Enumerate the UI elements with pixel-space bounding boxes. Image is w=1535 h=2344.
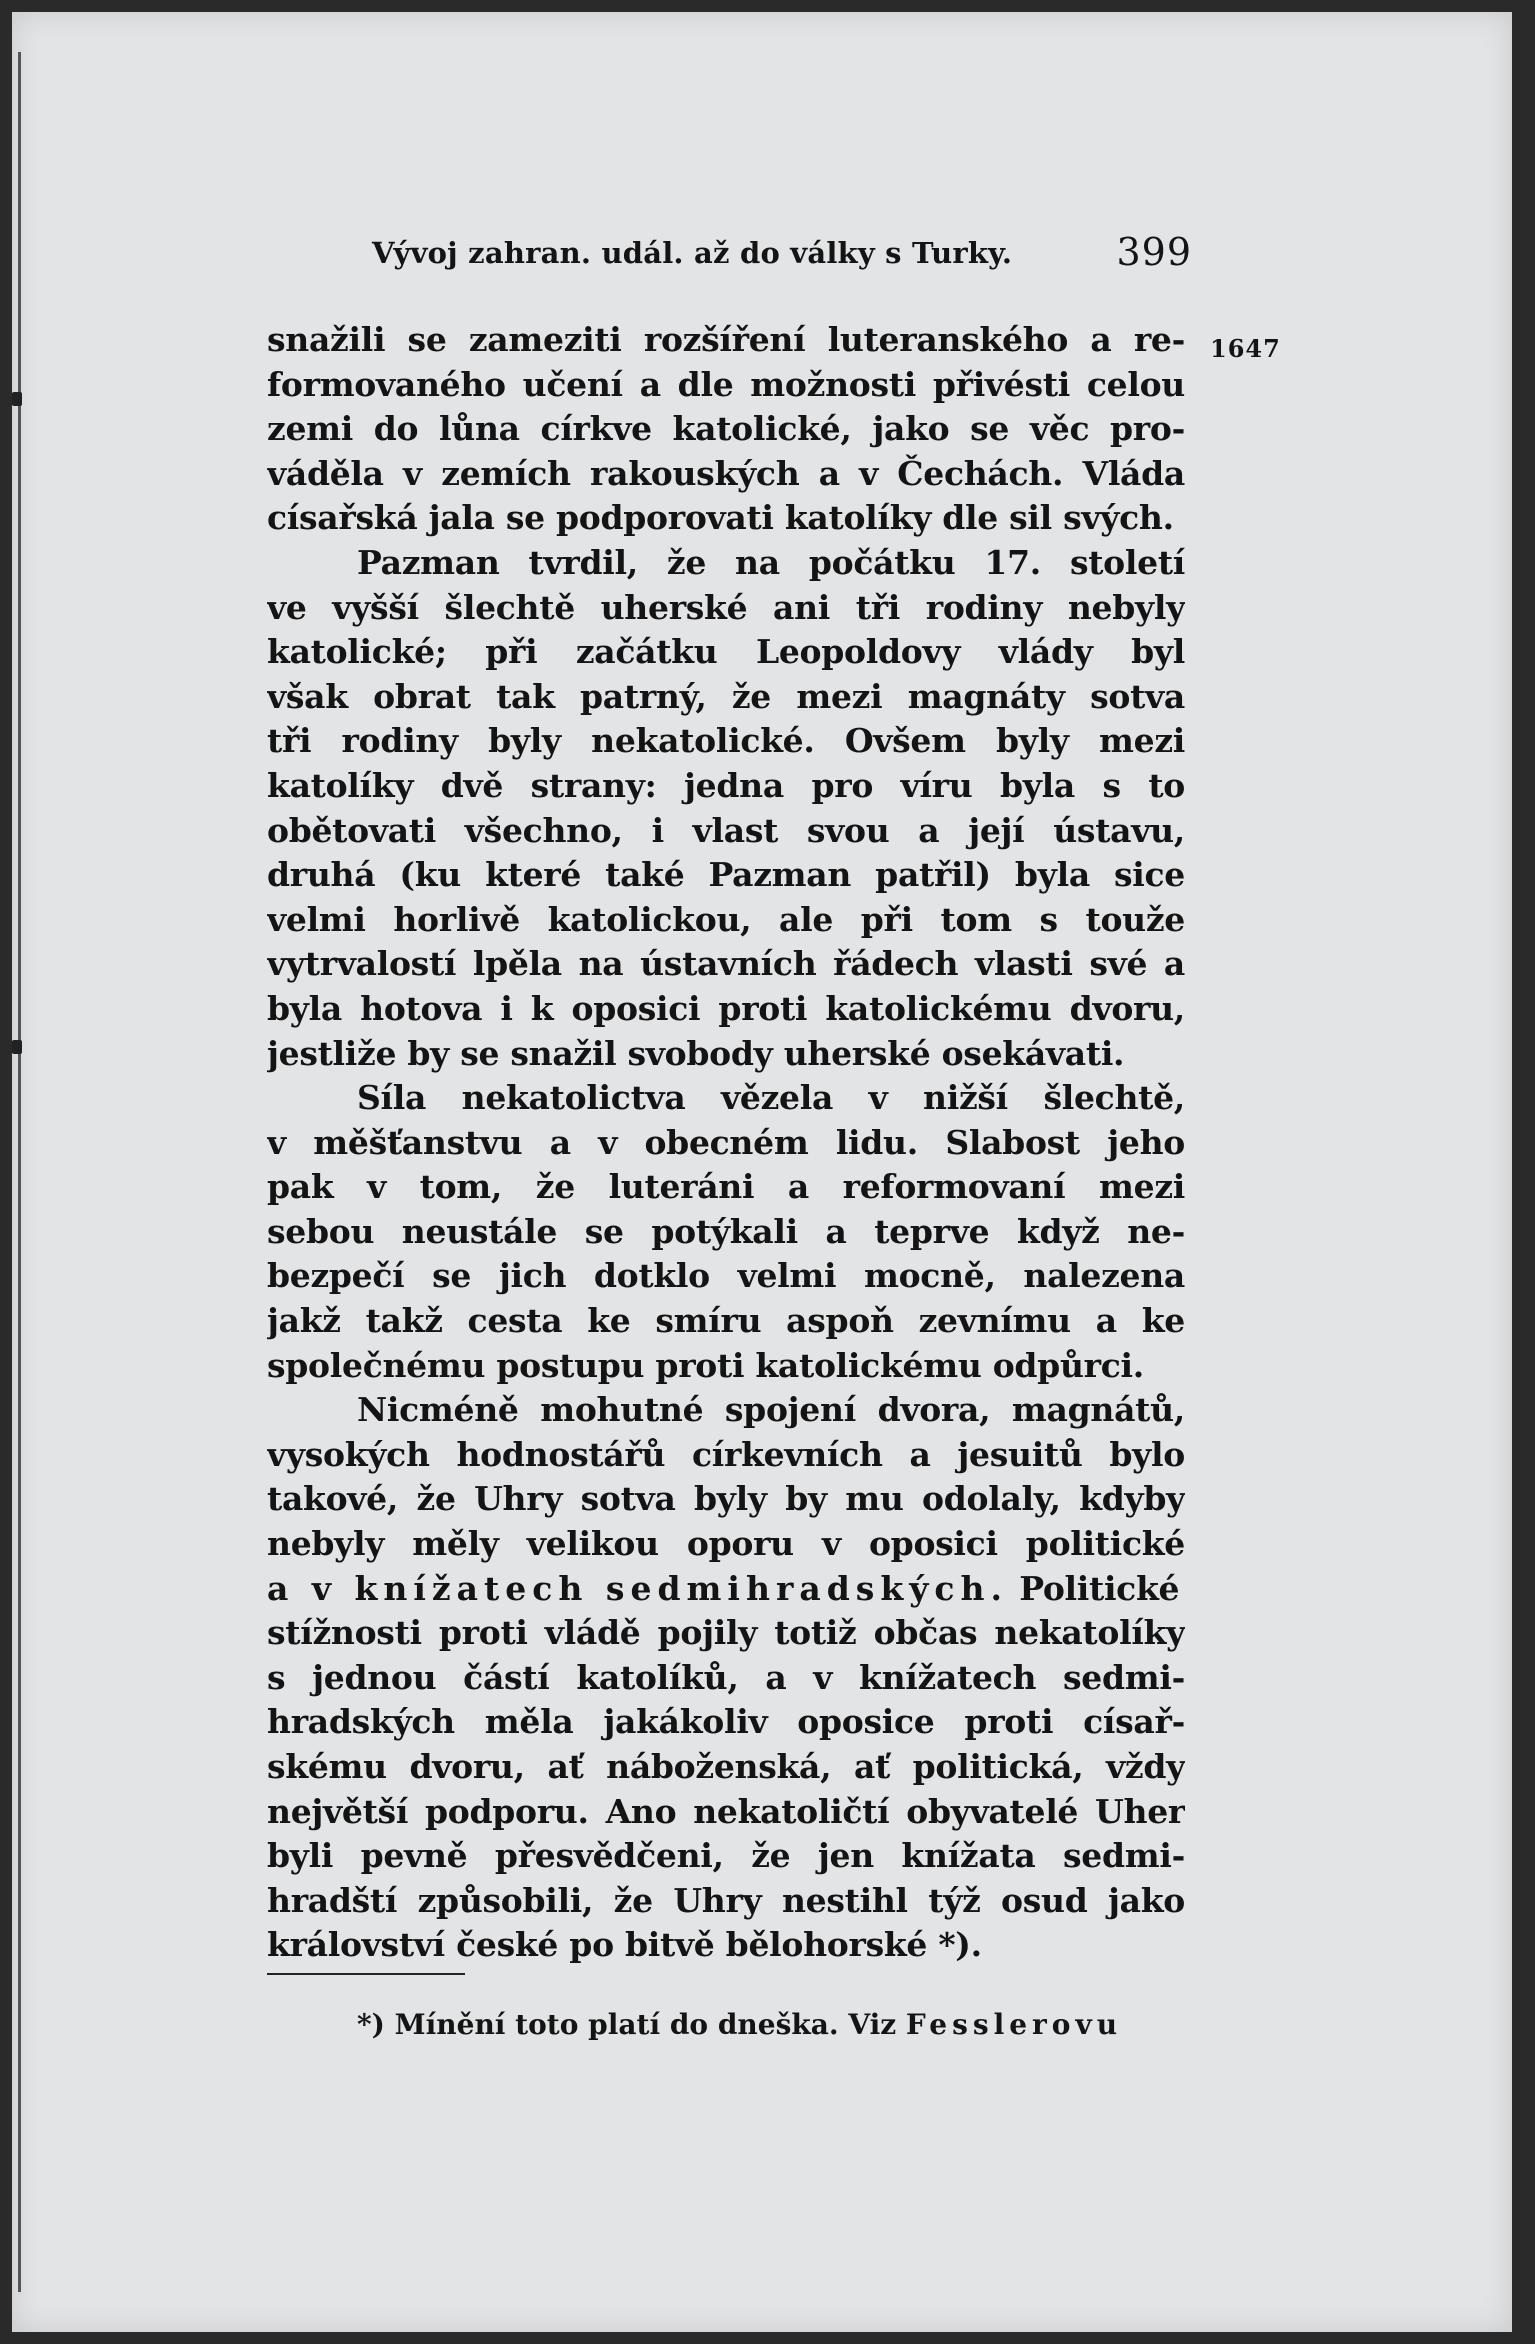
text-line: jakž takž cesta ke smíru aspoň zevnímu a ke: [267, 1301, 1185, 1341]
text-line: společnému postupu proti katolickému odpůrci.: [267, 1345, 1144, 1385]
footnote-divider: [267, 1973, 465, 1975]
footnote: [357, 2008, 1187, 2041]
text-line: Síla nekatolictva vězela v nižší šlechtě,: [357, 1078, 1185, 1118]
text-line: takové, že Uhry sotva byly by mu odolaly, kdyby: [267, 1479, 1185, 1519]
spaced-emphasis: a v knížatech sedmihradských.: [267, 1568, 1008, 1608]
page-number: 399: [1116, 230, 1192, 274]
running-header: [372, 230, 1192, 280]
text-line: císařská jala se podporovati katolíky dle sil svých.: [267, 498, 1174, 538]
text-line: váděla v zemích rakouských a v Čechách. Vláda: [267, 453, 1185, 493]
text-line: s jednou částí katolíků, a v knížatech sedmi-: [267, 1657, 1185, 1697]
running-header-title: Vývoj zahran. udál. až do války s Turky.: [372, 236, 1013, 270]
text-line: ve vyšší šlechtě uherské ani tři rodiny nebyly: [267, 587, 1185, 627]
footnote-spaced-name: Fesslerovu: [905, 2008, 1123, 2041]
text-line: v měšťanstvu a v obecném lidu. Slabost jeho: [267, 1122, 1185, 1162]
text-line: bezpečí se jich dotklo velmi mocně, nalezena: [267, 1256, 1185, 1296]
text-line: království české po bitvě bělohorské *).: [267, 1925, 982, 1965]
text-line: velmi horlivě katolickou, ale při tom s touže: [267, 899, 1185, 939]
body-text: [267, 318, 1185, 1968]
text-line: sebou neustále se potýkali a teprve když ne-: [267, 1211, 1185, 1251]
footnote-text: *) Mínění toto platí do dneška. Viz: [357, 2008, 897, 2041]
text-line: vysokých hodnostářů církevních a jesuitů bylo: [267, 1434, 1185, 1474]
text-line: skému dvoru, ať náboženská, ať politická, vždy: [267, 1747, 1185, 1786]
page-edge-rule: [18, 52, 21, 2292]
text-line: pak v tom, že luteráni a reformovaní mezi: [267, 1167, 1185, 1207]
text-line: největší podporu. Ano nekatoličtí obyvatelé Uher: [267, 1791, 1185, 1831]
text-line: katolické; při začátku Leopoldovy vlády byl: [267, 632, 1185, 672]
margin-year-note: 1647: [1210, 334, 1281, 363]
text-line: snažili se zameziti rozšíření luteranského a re-: [267, 320, 1185, 359]
text-line: druhá (ku které také Pazman patřil) byla sice: [267, 855, 1185, 895]
text-line: zemi do lůna církve katolické, jako se věc pro-: [267, 409, 1185, 449]
text-line: vytrvalostí lpěla na ústavních řádech vlasti své a: [267, 944, 1185, 984]
text-line: Nicméně mohutné spojení dvora, magnátů,: [357, 1390, 1185, 1430]
text-fragment: Politické: [1008, 1568, 1180, 1608]
text-line: Pazman tvrdil, že na počátku 17. století: [357, 542, 1185, 582]
text-line: stížnosti proti vládě pojily totiž občas nekatolíky: [267, 1613, 1185, 1653]
text-line: byli pevně přesvědčeni, že jen knížata sedmi-: [267, 1836, 1185, 1876]
text-line: tři rodiny byly nekatolické. Ovšem byly mezi: [267, 721, 1185, 761]
text-line: nebyly měly velikou oporu v oposici politické: [267, 1524, 1185, 1564]
text-line: formovaného učení a dle možnosti přivésti celou: [267, 364, 1185, 404]
text-line: katolíky dvě strany: jedna pro víru byla s to: [267, 765, 1185, 805]
edge-mark: [12, 1040, 22, 1054]
text-line: jestliže by se snažil svobody uherské osekávati.: [267, 1033, 1125, 1073]
text-line: byla hotova i k oposici proti katolickému dvoru,: [267, 988, 1185, 1028]
text-line: však obrat tak patrný, že mezi magnáty sotva: [267, 676, 1185, 716]
text-line: obětovati všechno, i vlast svou a její ústavu,: [267, 810, 1185, 850]
edge-mark: [12, 392, 22, 406]
text-line: hradských měla jakákoliv oposice proti císař-: [267, 1702, 1185, 1742]
text-line: hradští způsobili, že Uhry nestihl týž osud jako: [267, 1880, 1185, 1920]
text-line: [267, 1567, 1185, 1612]
document-page: [12, 12, 1512, 2332]
